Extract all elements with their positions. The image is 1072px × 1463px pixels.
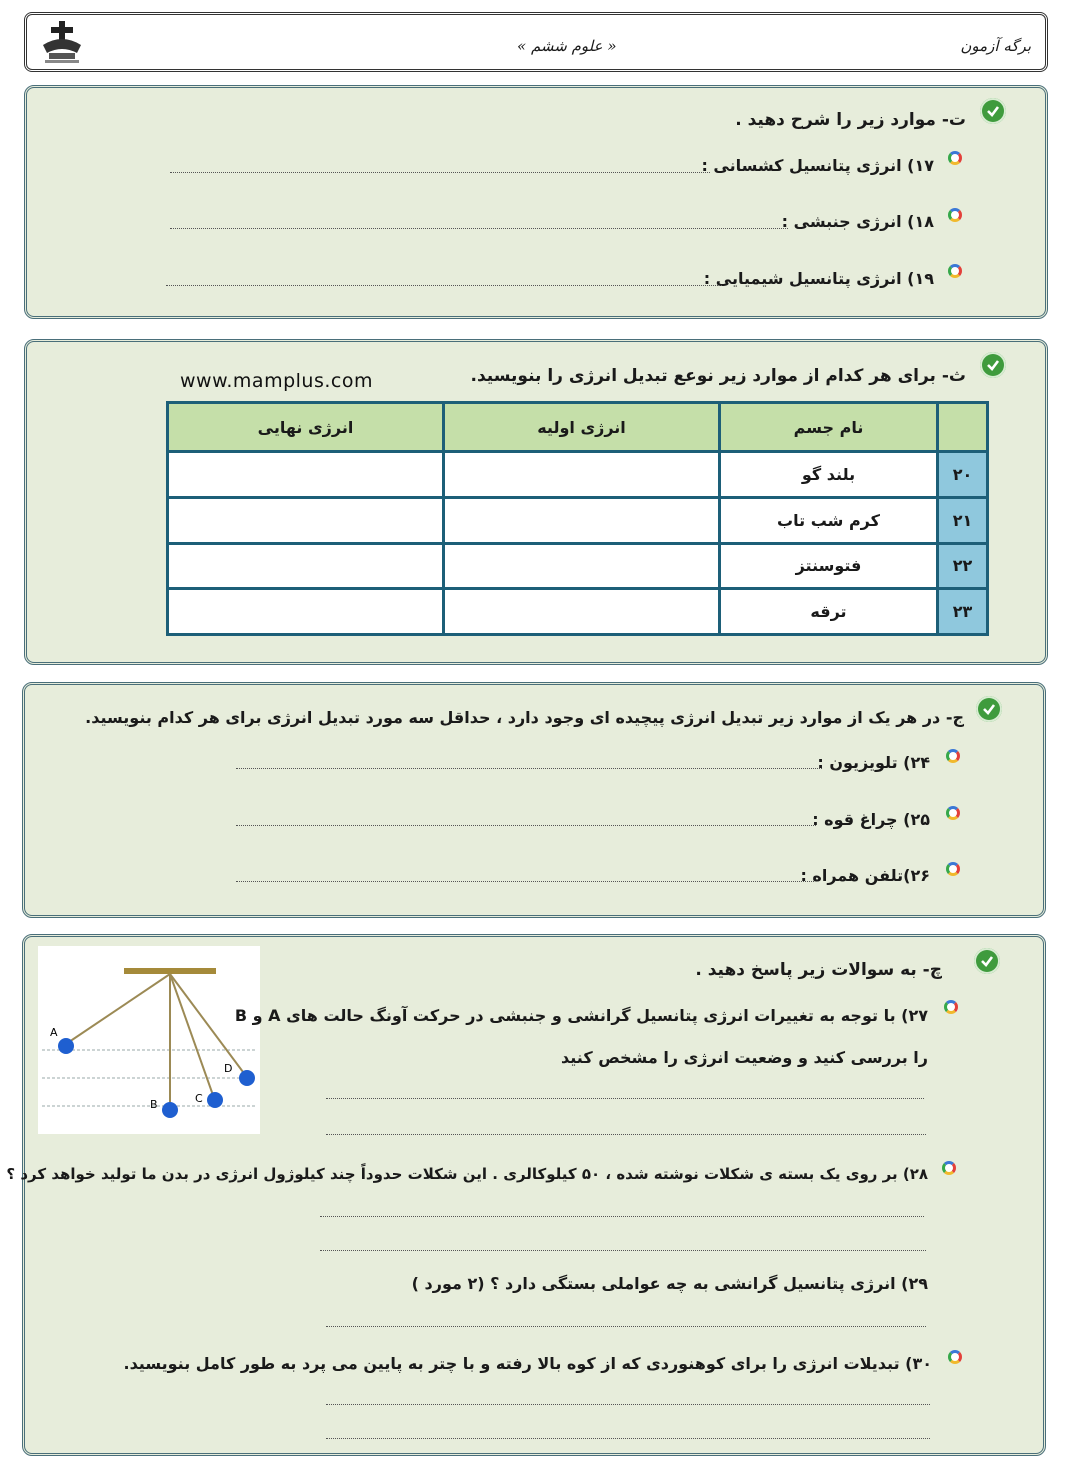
check-icon — [976, 696, 1002, 722]
answer-line[interactable] — [166, 285, 722, 286]
pendulum-figure — [38, 946, 260, 1134]
section-title: چ- به سوالات زیر پاسخ دهید . — [695, 960, 942, 980]
question-26: ۲۶)تلفن همراه : — [800, 866, 930, 885]
ball-c — [207, 1092, 223, 1108]
question-24: ۲۴) تلویزیون : — [817, 753, 930, 772]
row-object-name: فتوسنتز — [720, 543, 938, 589]
section-title: ت- موارد زیر را شرح دهید . — [735, 110, 966, 130]
initial-energy-cell[interactable] — [444, 543, 720, 589]
bullet-icon — [948, 264, 962, 278]
ball-b — [162, 1102, 178, 1118]
section-title: ج- در هر یک از موارد زیر تبدیل انرژی پیچیده ای وجود دارد ، حداقل سه مورد تبدیل انرژی برای هر کدام بنویسید. — [85, 708, 964, 727]
answer-line[interactable] — [326, 1326, 926, 1327]
answer-line[interactable] — [170, 228, 788, 229]
question-28: ۲۸) بر روی یک بسته ی شکلات نوشته شده ، ۵۰ کیلوکالری . این شکلات حدوداً چند کیلوژول انرژی در بدن ما تولید خواهد کرد ؟ — [6, 1165, 928, 1183]
subject-label: « علوم ششم » — [517, 37, 617, 55]
answer-line[interactable] — [326, 1098, 924, 1099]
final-energy-cell[interactable] — [168, 543, 444, 589]
row-number: ۲۳ — [938, 589, 988, 635]
answer-line[interactable] — [326, 1404, 930, 1405]
question-18: ۱۸) انرژی جنبشی : — [781, 212, 934, 231]
table-header-row — [168, 403, 988, 452]
answer-line[interactable] — [170, 172, 710, 173]
final-energy-cell[interactable] — [168, 497, 444, 543]
answer-line[interactable] — [326, 1438, 930, 1439]
initial-energy-cell[interactable] — [444, 452, 720, 498]
bullet-icon — [948, 1350, 962, 1364]
ball-a — [58, 1038, 74, 1054]
row-number: ۲۱ — [938, 497, 988, 543]
question-17: ۱۷) انرژی پتانسیل کشسانی : — [701, 156, 934, 175]
bullet-icon — [948, 208, 962, 222]
initial-energy-cell[interactable] — [444, 497, 720, 543]
bullet-icon — [948, 151, 962, 165]
watermark-url: www.mamplus.com — [180, 370, 373, 392]
row-object-name: ترقه — [720, 589, 938, 635]
row-number: ۲۰ — [938, 452, 988, 498]
question-19: ۱۹) انرژی پتانسیل شیمیایی : — [703, 269, 934, 288]
bullet-icon — [946, 862, 960, 876]
exam-sheet-label: برگه آزمون — [960, 37, 1031, 55]
question-30: ۳۰) تبدیلات انرژی را برای کوهنوردی که از کوه بالا رفته و با چتر به پایین می پرد به طور کامل بنویسید. — [123, 1354, 932, 1373]
label-d: D — [224, 1062, 233, 1075]
label-c: C — [195, 1092, 203, 1105]
header-initial-energy: انرژی اولیه — [444, 403, 720, 452]
table-row — [168, 589, 988, 635]
question-29: ۲۹) انرژی پتانسیل گرانشی به چه عواملی بستگی دارد ؟ (۲ مورد ) — [411, 1274, 928, 1293]
answer-line[interactable] — [320, 1250, 926, 1251]
header-final-energy: انرژی نهایی — [168, 403, 444, 452]
answer-line[interactable] — [236, 768, 822, 769]
question-27-cont: را بررسی کنید و وضعیت انرژی را مشخص کنید — [561, 1048, 928, 1067]
check-icon — [980, 98, 1006, 124]
table-row — [168, 452, 988, 498]
final-energy-cell[interactable] — [168, 589, 444, 635]
question-27: ۲۷) با توجه به تغییرات انرژی پتانسیل گرانشی و جنبشی در حرکت آونگ حالت های A و B — [234, 1006, 928, 1025]
row-object-name: بلند گو — [720, 452, 938, 498]
ball-d — [239, 1070, 255, 1086]
table-row — [168, 497, 988, 543]
row-number: ۲۲ — [938, 543, 988, 589]
label-a: A — [50, 1026, 58, 1039]
label-b: B — [150, 1098, 158, 1111]
header-object-name: نام جسم — [720, 403, 938, 452]
bullet-icon — [942, 1161, 956, 1175]
section-title: ث- برای هر کدام از موارد زیر نوعع تبدیل انرژی را بنویسید. — [470, 366, 966, 386]
header-number — [938, 403, 988, 452]
answer-line[interactable] — [326, 1134, 926, 1135]
answer-line[interactable] — [320, 1216, 924, 1217]
bullet-icon — [944, 1000, 958, 1014]
page-header — [24, 12, 1048, 72]
question-25: ۲۵) چراغ قوه : — [812, 810, 930, 829]
answer-line[interactable] — [236, 825, 816, 826]
answer-line[interactable] — [236, 881, 814, 882]
row-object-name: کرم شب تاب — [720, 497, 938, 543]
check-icon — [980, 352, 1006, 378]
bullet-icon — [946, 749, 960, 763]
final-energy-cell[interactable] — [168, 452, 444, 498]
energy-conversion-table — [166, 401, 989, 636]
table-row — [168, 543, 988, 589]
check-icon — [974, 948, 1000, 974]
bullet-icon — [946, 806, 960, 820]
initial-energy-cell[interactable] — [444, 589, 720, 635]
logo-icon — [39, 19, 85, 67]
